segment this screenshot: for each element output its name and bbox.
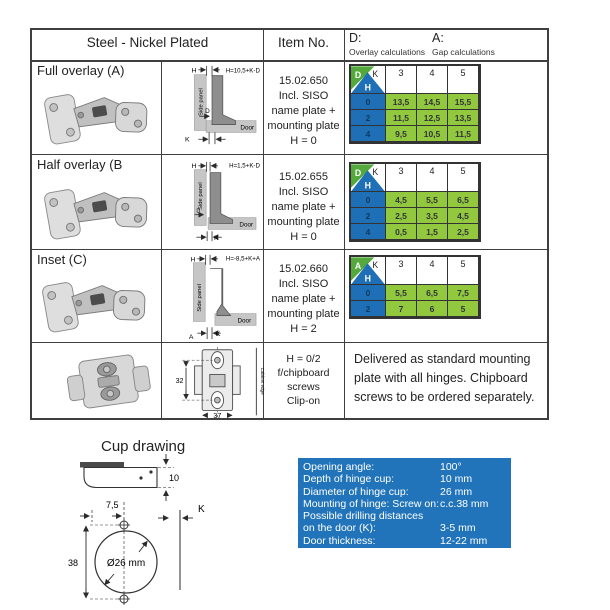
svg-text:A: A (354, 260, 362, 271)
spec-row: Depth of hinge cup: 10 mm (303, 473, 473, 486)
calc-value: 6,5 (448, 192, 479, 208)
svg-text:Cabinet edge: Cabinet edge (260, 367, 265, 395)
cup-drawing-title: Cup drawing (101, 438, 186, 455)
col-header: 3 (386, 66, 417, 94)
svg-text:K: K (372, 166, 379, 177)
calc-value: 7 (386, 301, 417, 317)
svg-text:A: A (188, 334, 194, 341)
calc-value: 13,5 (448, 110, 479, 126)
calc-value: 11,5 (386, 110, 417, 126)
mounting-plate-diagram (165, 345, 265, 421)
header-a-label: A: (432, 31, 444, 45)
svg-text:K: K (372, 68, 379, 79)
spec-row: Diameter of hinge cup: 26 mm (303, 485, 473, 498)
plate-item-info: H = 0/2 f/chipboard screws Clip-on (277, 353, 330, 407)
inset-diagram (164, 251, 262, 341)
hinge-photo (38, 75, 153, 150)
header-material: Steel - Nickel Plated (86, 35, 209, 50)
calc-value: 2,5 (448, 224, 479, 240)
gap-calc-table (349, 255, 481, 319)
calc-value: 5,5 (417, 192, 448, 208)
calc-value: 2,5 (386, 208, 417, 224)
calc-value: 4,5 (448, 208, 479, 224)
spec-row: Mounting of hinge: Screw on: c.c.38 mm (303, 497, 489, 510)
calc-value: 3,5 (417, 208, 448, 224)
calc-value: 5,5 (386, 285, 417, 301)
svg-text:D: D (196, 208, 201, 215)
corner-cell (351, 66, 386, 94)
calc-value: 5 (448, 301, 479, 317)
spec-row: Door thickness: 12-22 mm (303, 534, 488, 547)
svg-text:H: H (364, 273, 371, 284)
row-header: 0 (351, 192, 386, 208)
half-overlay-diagram (164, 157, 262, 245)
row-header: 2 (351, 301, 386, 317)
calc-value: 14,5 (417, 94, 448, 110)
divider (344, 30, 345, 418)
svg-text:Door: Door (237, 317, 252, 325)
mounting-plate-photo (54, 348, 169, 416)
svg-text:D: D (354, 69, 362, 80)
row-label-half-overlay: Half overlay (B (37, 157, 123, 172)
svg-text:32: 32 (175, 377, 184, 385)
item-number: 15.02.650 (279, 75, 328, 87)
hinge-photo (38, 170, 153, 245)
divider (32, 154, 547, 155)
divider (32, 342, 547, 343)
corner-cell (351, 257, 386, 285)
svg-text:Door: Door (240, 124, 255, 132)
svg-text:Side panel: Side panel (196, 284, 203, 312)
spec-row: Opening angle: 100° (303, 461, 462, 473)
row-label-full-overlay: Full overlay (A) (37, 63, 125, 78)
item-info: 15.02.655 Incl. SISO name plate + mounting plate H = 0 (263, 170, 344, 245)
calc-value: 6,5 (417, 285, 448, 301)
calc-value: 12,5 (417, 110, 448, 126)
svg-text:37: 37 (213, 412, 222, 421)
col-header: 5 (448, 66, 479, 94)
divider (32, 249, 547, 250)
col-header: 5 (448, 164, 479, 192)
col-header: 5 (448, 257, 479, 285)
header-d-label: D: (349, 31, 362, 45)
calc-value: 9,5 (386, 126, 417, 142)
spec-row: Possible drilling distances (303, 510, 424, 523)
overlay-calc-table (349, 64, 481, 144)
svg-text:H: H (191, 163, 197, 171)
calc-value: 7,5 (448, 285, 479, 301)
calc-value: 4,5 (386, 192, 417, 208)
row-header: 4 (351, 224, 386, 240)
svg-text:K: K (184, 136, 190, 144)
calc-value: 11,5 (448, 126, 479, 142)
header-a-sub: Gap calculations (432, 47, 495, 57)
item-number: 15.02.655 (279, 171, 328, 183)
svg-text:7,5: 7,5 (106, 500, 119, 510)
spec-box (298, 458, 511, 548)
svg-text:Ø26 mm: Ø26 mm (106, 558, 146, 569)
row-header: 0 (351, 285, 386, 301)
item-info: 15.02.660 Incl. SISO name plate + mounting plate H = 2 (263, 262, 344, 337)
col-header: 4 (417, 66, 448, 94)
corner-cell (351, 164, 386, 192)
item-info: 15.02.650 Incl. SISO name plate + mounting plate H = 0 (263, 74, 344, 149)
calc-value: 1,5 (417, 224, 448, 240)
row-header: 2 (351, 110, 386, 126)
hinge-photo (36, 263, 151, 338)
svg-text:H: H (364, 82, 371, 93)
main-table (30, 28, 549, 420)
header-item-no: Item No. (277, 35, 329, 50)
svg-text:D: D (354, 167, 362, 178)
svg-text:Side panel: Side panel (197, 182, 204, 210)
row-header: 2 (351, 208, 386, 224)
full-overlay-diagram (164, 62, 262, 150)
divider (32, 60, 547, 62)
spec-row: on the door (K): 3-5 mm (303, 522, 476, 535)
calc-value: 15,5 (448, 94, 479, 110)
col-header: 3 (386, 257, 417, 285)
svg-text:H: H (190, 256, 196, 264)
calc-value: 0,5 (386, 224, 417, 240)
svg-text:K: K (372, 259, 379, 270)
calc-value: 10,5 (417, 126, 448, 142)
overlay-calc-table (349, 162, 481, 242)
row-header: 0 (351, 94, 386, 110)
svg-text:K: K (198, 504, 205, 515)
svg-text:H=1,5+K-D: H=1,5+K-D (229, 162, 260, 170)
col-header: 4 (417, 164, 448, 192)
calc-value: 6 (417, 301, 448, 317)
svg-text:H: H (364, 180, 371, 191)
svg-text:D: D (205, 107, 210, 115)
svg-text:Side panel: Side panel (198, 88, 205, 116)
cup-drawing (62, 452, 277, 607)
col-header: 3 (386, 164, 417, 192)
item-number: 15.02.660 (279, 263, 328, 275)
svg-text:H=10,5+K-D: H=10,5+K-D (225, 67, 260, 75)
plate-description: Delivered as standard mounting plate with all hinges. Chipboard screws to be ordered separately. (354, 352, 535, 404)
header-d-sub: Overlay calculations (349, 47, 426, 57)
row-header: 4 (351, 126, 386, 142)
svg-text:K: K (213, 235, 219, 243)
svg-text:38: 38 (68, 558, 79, 568)
calc-value: 13,5 (386, 94, 417, 110)
svg-text:Door: Door (239, 221, 254, 229)
svg-text:10: 10 (169, 473, 180, 483)
svg-text:K: K (215, 331, 221, 339)
svg-text:H: H (191, 67, 197, 75)
row-label-inset: Inset (C) (37, 252, 87, 267)
col-header: 4 (417, 257, 448, 285)
svg-text:H=-8,5+K+A: H=-8,5+K+A (225, 255, 260, 263)
